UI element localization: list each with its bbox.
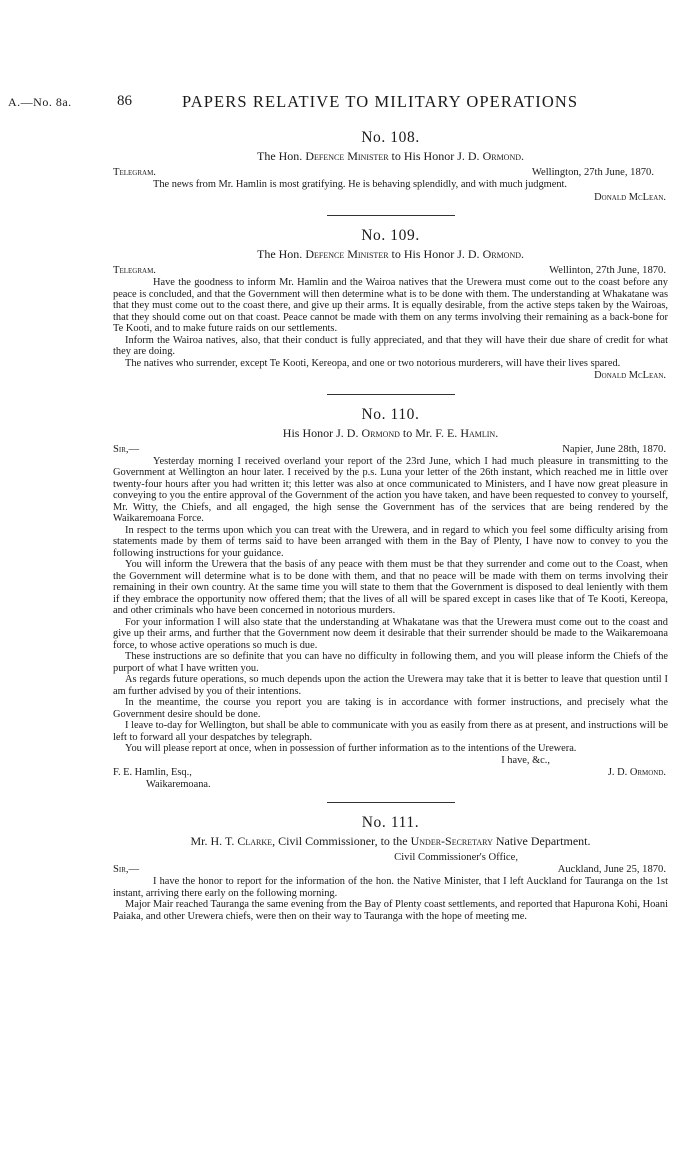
signature: J. D. Ormond. (607, 766, 666, 778)
document-number: No. 111. (361, 814, 420, 831)
document-type: Telegram. (113, 265, 156, 276)
heading-text: to Mr. F. E. (399, 425, 461, 440)
paragraph: I leave to-day for Wellington, but shall be able to communicate with you as easily from there as at present, and instructions will be left to forward all your despatches by telegraph. (113, 720, 668, 743)
document-number: No. 110. (361, 405, 420, 423)
salutation: Sir,— (113, 443, 140, 455)
paragraph: For your information I will also state that the understanding at Whakatane was that the Urewera must come out to the coast and give up their arms, and further that the Government now deem it desirable that their surrender should be made to the Waikaremoana force, to whose active operations so much is due. (113, 616, 668, 651)
paragraph: As regards future operations, so much depends upon the action the Urewera may take that it is better to leave that question until I am further advised by you of their intentions. (113, 674, 668, 697)
paragraph: I have the honor to report for the information of the hon. the Native Minister, that I left Auckland for Tauranga on the 1st instant, arriving there early on the following morning. (113, 876, 668, 899)
document-109 (113, 226, 668, 382)
document-meta (113, 167, 668, 179)
section-divider (327, 394, 455, 395)
heading-text: His Honor J. D. (282, 425, 362, 440)
closing-row (113, 755, 668, 767)
document-type: Telegram. (113, 167, 156, 178)
paragraph: Yesterday morning I received overland your report of the 23rd June, which I had much pleasure in transmitting to the Government at Wellington an hour later. I received by the p.s. Luna your letter of the 26th instant, which reached me in little over twenty-four hours after you had written it; this letter was also at once communicated to Ministers, and I have now great pleasure in conveying to you the entire approval of the Government of the action you have taken, and have been requested to convey to yourself, Mr. Witty, the Chiefs, and all engaged, the high sense the Government has of the services that are being rendered by the Waikaremoana Force. (113, 455, 668, 524)
document-110 (113, 405, 668, 791)
place-date: Napier, June 28th, 1870. (562, 443, 666, 455)
place-date: Wellington, 27th June, 1870. (531, 167, 654, 178)
document-heading (113, 426, 668, 441)
section-divider (327, 802, 455, 803)
heading-text: , Civil Commissioner, to the (272, 834, 411, 848)
paragraph: The news from Mr. Hamlin is most gratifying. He is behaving splendidly, and with much judgment. (153, 179, 568, 190)
section-divider (327, 215, 455, 216)
document-meta (113, 864, 668, 876)
heading-text: The Hon. (256, 149, 306, 163)
addressee-row (113, 767, 668, 779)
document-body (113, 128, 668, 922)
heading-text: . (495, 425, 499, 440)
document-heading (113, 149, 668, 164)
series-reference: A.—No. 8a. (8, 95, 72, 109)
paragraph: These instructions are so definite that you can have no difficulty in following them, and you will please inform the Chiefs of the purport of what I have written you. (113, 651, 668, 674)
office-line: Civil Commissioner's Office, (394, 852, 518, 863)
paragraph: In the meantime, the course you report you are taking is in accordance with former instructions, and precisely what the Government desire should be done. (113, 697, 668, 720)
paragraph: The natives who surrender, except Te Kooti, Kereopa, and one or two notorious murderers, will have their lives spared. (125, 357, 621, 369)
document-number: No. 108. (361, 129, 420, 146)
document-meta (113, 265, 668, 277)
place-date: Wellinton, 27th June, 1870. (549, 265, 666, 276)
document-108 (113, 128, 668, 203)
document-111 (113, 813, 668, 922)
paragraph: You will inform the Urewera that the basis of any peace with them must be that they surrender and come out to the Coast, when the Government will determine what is to be done with them, and that no peace will be made with them on terms involving their remaining in their own country. At the same time you will state to them that the Government is disposed to deal leniently with them if they embrace the opportunity now offered them; that the lives of all will be spared except in cases like that of Te Kooti, Kereopa, and other criminals who have been concerned in notorious murders. (113, 559, 668, 616)
heading-recipient: Ormond (482, 247, 522, 261)
salutation: Sir,— (113, 864, 140, 875)
heading-text: to His Honor J. D. (388, 149, 483, 163)
heading-sender: Defence Minister (305, 149, 389, 163)
running-head (0, 92, 700, 114)
heading-recipient: Hamlin (460, 425, 496, 440)
paragraph: Inform the Wairoa natives, also, that their conduct is fully appreciated, and that they will have their due share of credit for what they are doing. (113, 334, 668, 357)
page-number: 86 (117, 93, 132, 109)
heading-text: . (521, 247, 525, 261)
paragraph: Have the goodness to inform Mr. Hamlin and the Wairoa natives that the Urewera must come out to the coast before any peace is concluded, and that the Government will then determine what is to be done with them. The understanding at Whakatane was that they must come out to the coast there, and give up their arms. It is equally desirable, from the active steps taken by the Wairoas, that they should come out on that coast. Peace cannot be made with them on any terms involving their remaining as a back-bone for Te Kooti, and to make future raids on our settlements. (113, 277, 668, 334)
place-date: Auckland, June 25, 1870. (557, 864, 666, 875)
closing: I have, &c., (501, 754, 550, 766)
document-heading (113, 834, 668, 849)
signature: Donald McLean. (594, 191, 666, 203)
heading-recipient: Ormond (482, 149, 522, 163)
heading-sender: Clarke (237, 834, 273, 848)
heading-text: Mr. H. T. (190, 834, 238, 848)
addressee-location: Waikaremoana. (146, 778, 211, 790)
addressee-name: F. E. Hamlin, Esq., (113, 766, 192, 778)
heading-text: Native Department. (492, 834, 591, 848)
page-title: PAPERS RELATIVE TO MILITARY OPERATIONS (182, 92, 579, 111)
document-heading (113, 247, 668, 262)
paragraph: In respect to the terms upon which you can treat with the Urewera, and in regard to which you feel some difficulty arising from statements made by them of terms said to have been arranged with them in the Bay of Plenty, I have now to convey to you the following instructions for your guidance. (113, 524, 668, 559)
document-meta (113, 444, 668, 456)
heading-text: The Hon. (256, 247, 306, 261)
heading-text: . (521, 149, 525, 163)
paragraph: Major Mair reached Tauranga the same evening from the Bay of Plenty coast settlements, and reported that Hapurona Kohi, Hoani Paiaka, and other Urewera chiefs, were then on their way to Tauranga with the hope of meeting me. (113, 899, 668, 922)
heading-sender: Defence Minister (305, 247, 389, 261)
signature: Donald McLean. (594, 370, 666, 381)
heading-sender: Ormond (361, 425, 400, 440)
document-number: No. 109. (361, 227, 420, 244)
paragraph: You will please report at once, when in possession of further information as to the intentions of the Urewera. (125, 743, 577, 754)
heading-text: to His Honor J. D. (388, 247, 483, 261)
heading-recipient: Under-Secretary (410, 834, 493, 848)
